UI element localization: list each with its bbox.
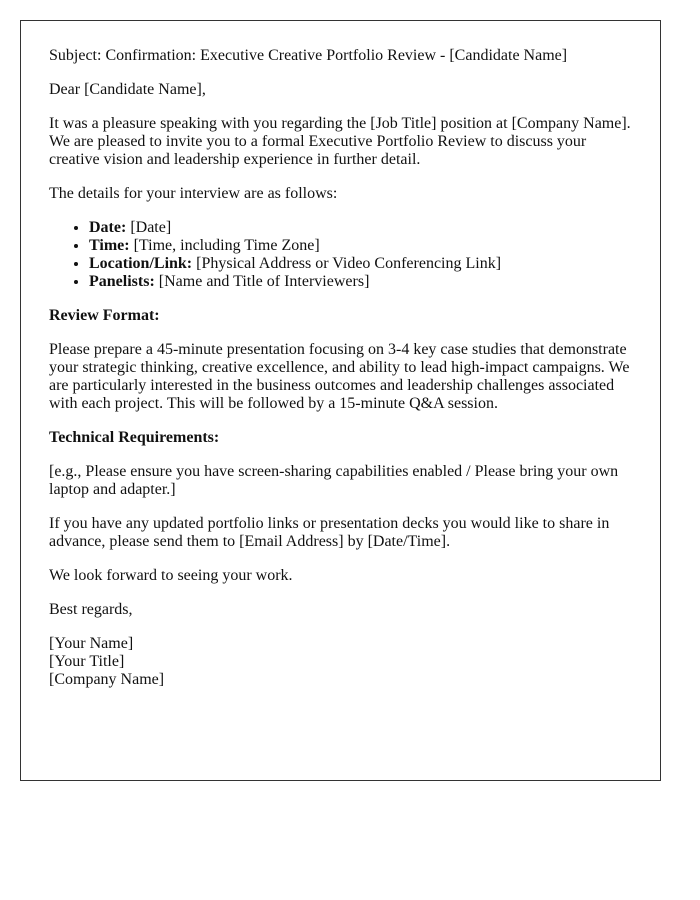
detail-label: Panelists: [89, 273, 155, 290]
subject-line: Subject: Confirmation: Executive Creative Portfolio Review - [Candidate Name] [49, 47, 568, 64]
signature-block [49, 635, 632, 689]
details-intro: The details for your interview are as follows: [49, 185, 338, 202]
detail-value: [Physical Address or Video Conferencing Link] [192, 255, 502, 272]
signature-name: [Your Name] [49, 635, 134, 652]
detail-label: Date: [89, 219, 127, 236]
detail-value: [Time, including Time Zone] [129, 237, 320, 254]
technical-requirements-body: [e.g., Please ensure you have screen-sharing capabilities enabled / Please bring your own laptop and adapter.] [49, 463, 619, 498]
salutation: Dear [Candidate Name], [49, 81, 206, 98]
detail-item-panelists [89, 273, 632, 291]
detail-label: Location/Link: [89, 255, 193, 272]
detail-label: Time: [89, 237, 130, 254]
advance-materials-paragraph: If you have any updated portfolio links or presentation decks you would like to share in advance, please send them to [Email Address] by [Date/Time]. [49, 515, 610, 550]
intro-paragraph: It was a pleasure speaking with you regarding the [Job Title] position at [Company Name]. We are pleased to invite you to a formal Executive Portfolio Review to discuss your creative vision and leadership experience in further detail. [49, 115, 631, 168]
signature-title: [Your Title] [49, 653, 125, 670]
letter-document [20, 20, 661, 781]
review-format-heading: Review Format: [49, 307, 160, 324]
detail-value: [Date] [126, 219, 172, 236]
review-format-body: Please prepare a 45-minute presentation focusing on 3-4 key case studies that demonstrate your strategic thinking, creative excellence, and ability to lead high-impact campaigns. We are particularly interested in the business outcomes and leadership challenges associated with each project. This will be followed by a 15-minute Q&A session. [49, 341, 630, 412]
detail-item-date [89, 219, 632, 237]
technical-requirements-heading: Technical Requirements: [49, 429, 220, 446]
detail-value: [Name and Title of Interviewers] [154, 273, 370, 290]
signature-company: [Company Name] [49, 671, 165, 688]
closing-line: We look forward to seeing your work. [49, 567, 293, 584]
sign-off: Best regards, [49, 601, 133, 618]
detail-item-location [89, 255, 632, 273]
detail-item-time [89, 237, 632, 255]
interview-details-list [49, 219, 632, 291]
